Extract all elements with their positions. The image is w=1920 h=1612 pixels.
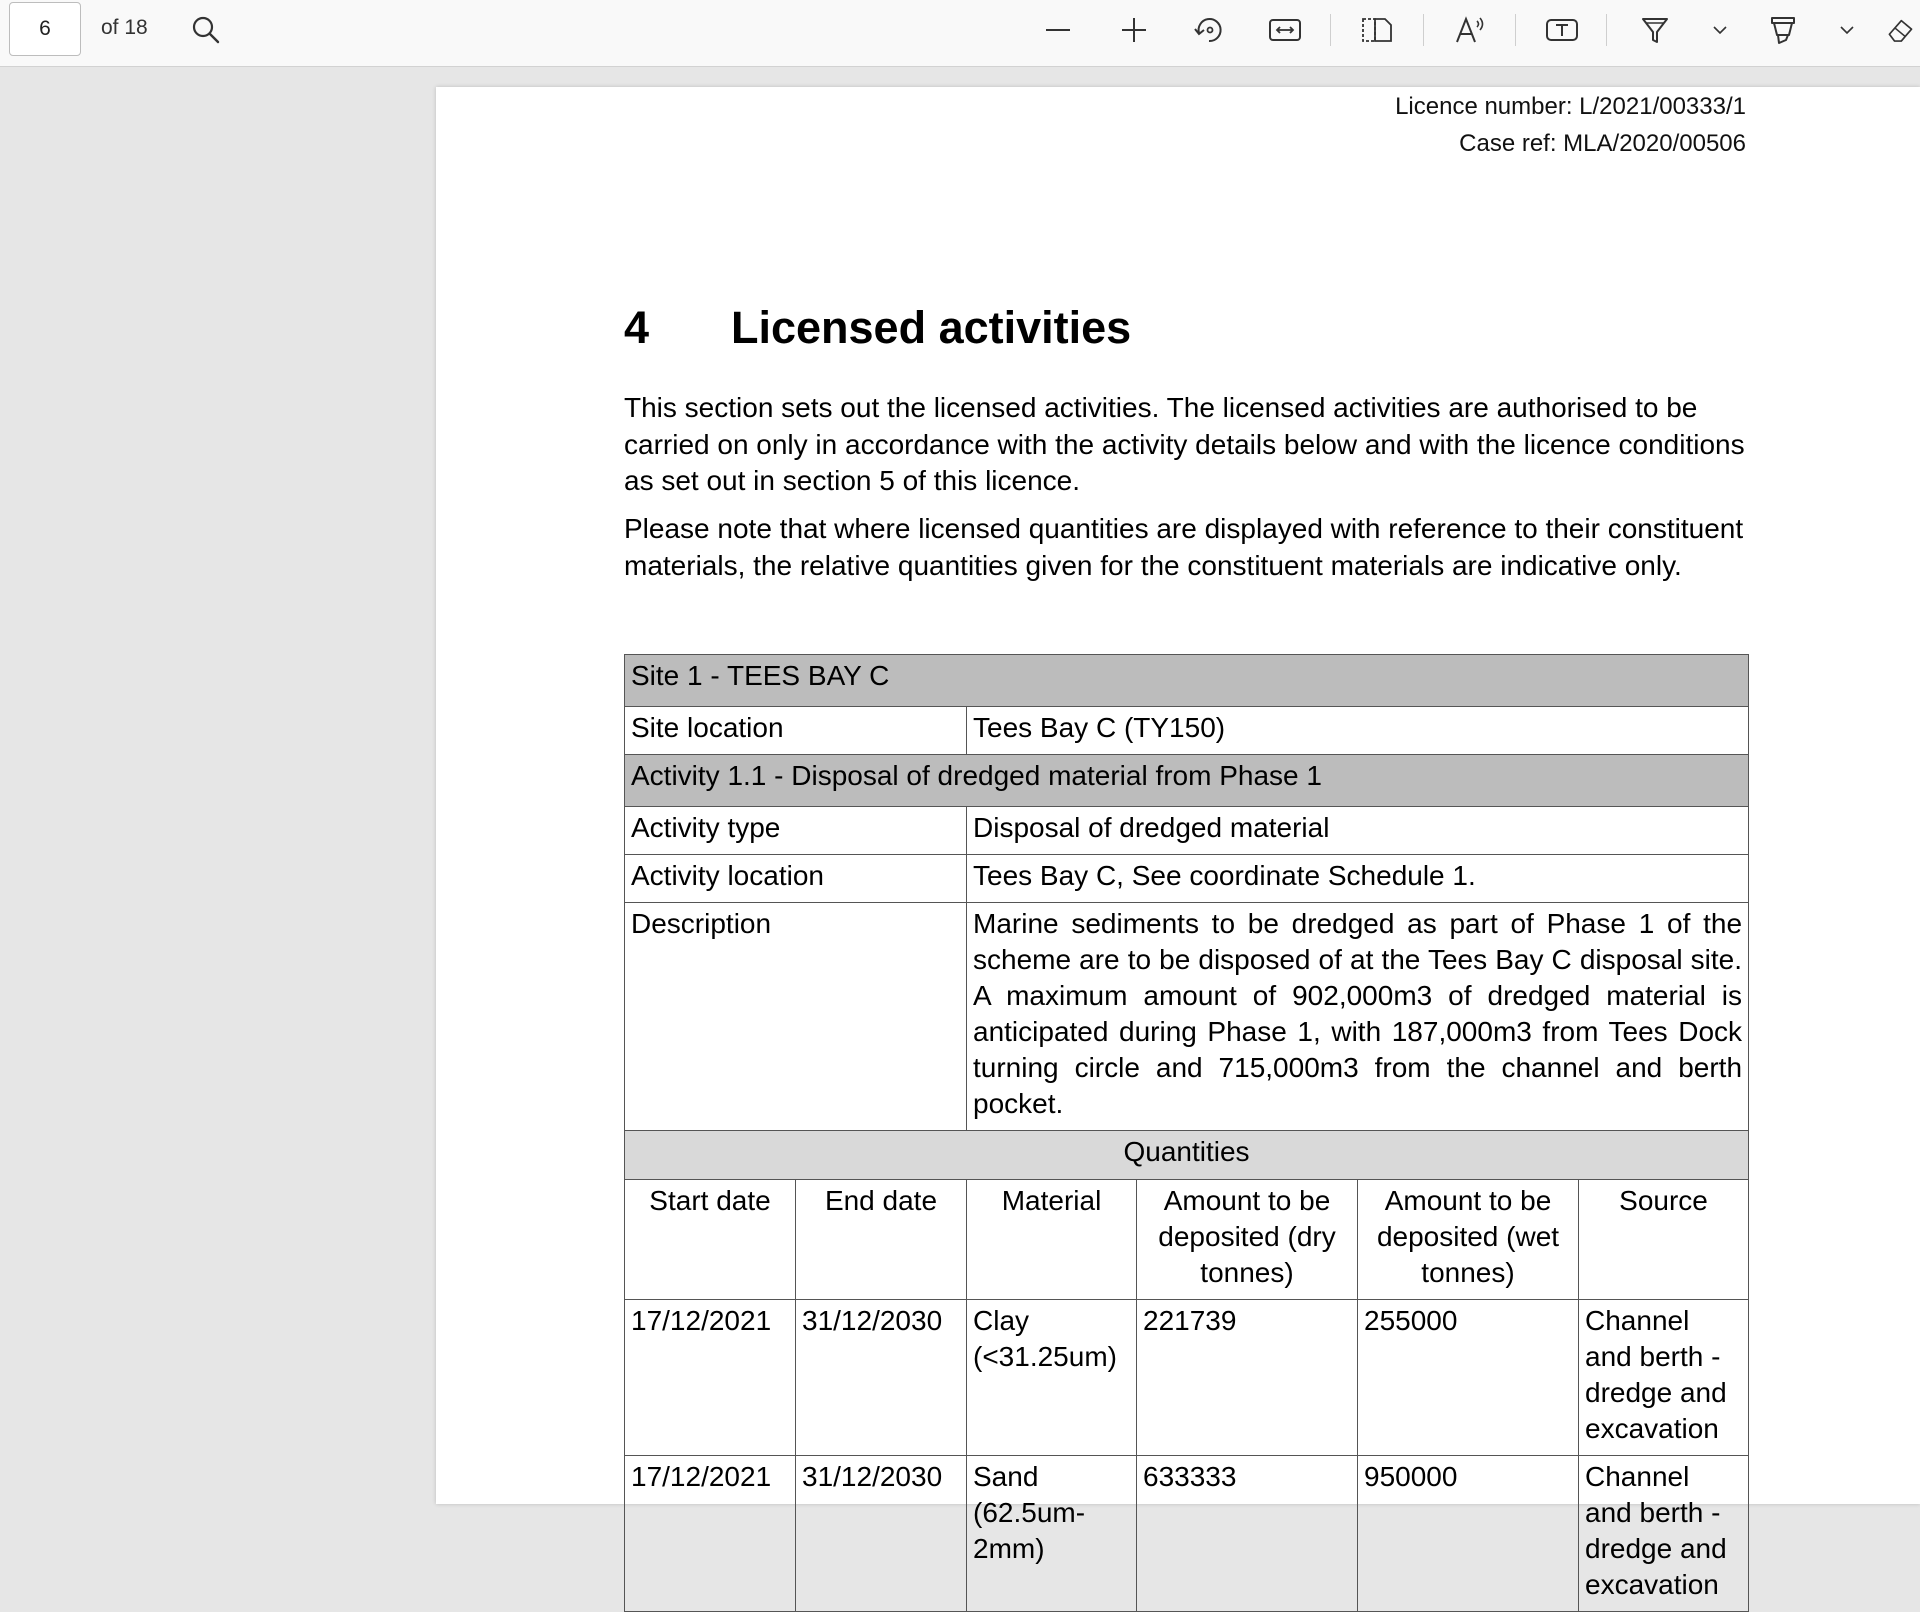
row-wet-tonnes: 255000 [1358,1300,1579,1456]
chevron-down-icon[interactable] [1700,10,1740,50]
site-location-label: Site location [625,707,967,755]
column-header-start-date: Start date [625,1180,796,1300]
fit-width-icon[interactable] [1265,10,1305,50]
column-header-wet-tonnes: Amount to be deposited (wet tonnes) [1358,1180,1579,1300]
activity-type-value: Disposal of dredged material [967,807,1749,855]
rotate-icon[interactable] [1189,10,1229,50]
table-row [625,707,1749,755]
description-label: Description [625,903,967,1131]
row-dry-tonnes: 633333 [1137,1456,1358,1612]
paragraph-intro: This section sets out the licensed activities. The licensed activities are authorised to be carried on only in accordance with the activity details below and with the licence conditions as set out in section 5 of this licence. [624,392,1745,496]
activity-header-row [625,755,1749,807]
site-header: Site 1 - TEES BAY C [625,655,1749,707]
search-icon[interactable] [186,10,226,50]
pdf-toolbar [0,0,1920,67]
licence-number: Licence number: L/2021/00333/1 [1395,93,1746,120]
table-row [625,855,1749,903]
column-header-dry-tonnes: Amount to be deposited (dry tonnes) [1137,1180,1358,1300]
table-row [625,903,1749,1131]
row-end-date: 31/12/2030 [796,1300,967,1456]
activity-header: Activity 1.1 - Disposal of dredged material from Phase 1 [625,755,1749,807]
row-start-date: 17/12/2021 [625,1456,796,1612]
paragraph-note: Please note that where licensed quantities are displayed with reference to their constituent materials, the relative quantities given for the constituent materials are indicative only. [624,513,1744,581]
activity-location-value: Tees Bay C, See coordinate Schedule 1. [967,855,1749,903]
column-header-source: Source [1579,1180,1749,1300]
chevron-down-icon[interactable] [1827,10,1867,50]
site-header-row [625,655,1749,707]
description-value: Marine sediments to be dredged as part of Phase 1 of the scheme are to be disposed of at the Tees Bay C disposal site. A maximum amount of 902,000m3 of dredged material is anticipated during Phase 1, with 187,000m3 from Tees Dock turning circle and 715,000m3 from the channel and berth pocket. [967,903,1749,1131]
quantities-header-row [625,1131,1749,1180]
section-number: 4 [624,302,650,353]
table-row [625,1300,1749,1456]
section-title: Licensed activities [731,302,1132,353]
site-location-value: Tees Bay C (TY150) [967,707,1749,755]
page-view-icon[interactable] [1357,10,1397,50]
column-header-row [625,1180,1749,1300]
row-source: Channel and berth - dredge and excavation [1579,1456,1749,1612]
row-wet-tonnes: 950000 [1358,1456,1579,1612]
table-row [625,1456,1749,1612]
row-dry-tonnes: 221739 [1137,1300,1358,1456]
zoom-out-icon[interactable] [1038,10,1078,50]
case-ref: Case ref: MLA/2020/00506 [1459,130,1746,157]
row-end-date: 31/12/2030 [796,1456,967,1612]
page-number-input[interactable]: 6 [9,2,81,56]
column-header-material: Material [967,1180,1137,1300]
activity-type-label: Activity type [625,807,967,855]
activity-location-label: Activity location [625,855,967,903]
row-start-date: 17/12/2021 [625,1300,796,1456]
quantities-header: Quantities [625,1131,1749,1180]
licensed-activities-table [624,654,1749,1612]
column-header-end-date: End date [796,1180,967,1300]
page-total-label: of 18 [101,16,148,39]
zoom-in-icon[interactable] [1114,10,1154,50]
highlight-icon[interactable] [1635,10,1675,50]
document-page [436,87,1920,1600]
table-row [625,807,1749,855]
read-aloud-icon[interactable] [1451,10,1491,50]
text-box-icon[interactable] [1542,10,1582,50]
row-material: Clay (<31.25um) [967,1300,1137,1456]
eraser-icon[interactable] [1886,10,1920,50]
row-material: Sand (62.5um-2mm) [967,1456,1137,1612]
draw-icon[interactable] [1763,10,1803,50]
row-source: Channel and berth - dredge and excavation [1579,1300,1749,1456]
